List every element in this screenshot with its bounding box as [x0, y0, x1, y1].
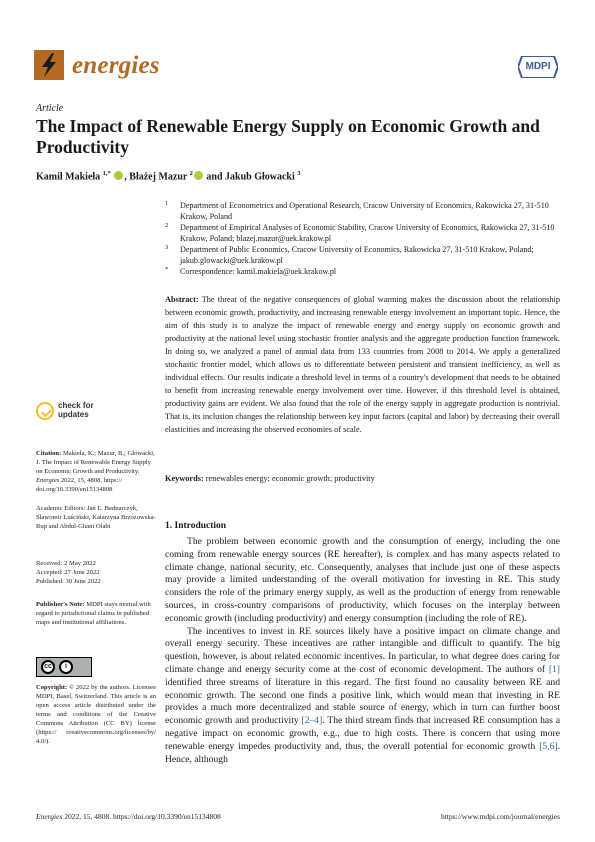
author-separator: and [206, 171, 223, 183]
affiliation-text: Correspondence: kamil.makiela@uek.krakow.pl [180, 267, 337, 276]
keywords-label: Keywords: [165, 474, 204, 483]
academic-editors [36, 504, 156, 531]
paragraph: The problem between economic growth and the consumption of energy, including the one coming from renewable energy sources (RE hereafter), is complex and has many aspects related to climate change, national security, etc. Consequently, analyses that include just one of these aspects may provide a limited understanding of the overall motivation for investing in RE. This study considers the role of the primary energy supply, as well as the production of energy from renewable sources, in cross-country comparisons of productivity, which focuses on the interplay between economic growth (including productivity) and energy consumption (including the role of RE). [165, 536, 560, 624]
footer-doi[interactable]: 2022, 15, 4808. https://doi.org/10.3390/en15134808 [64, 812, 221, 821]
author-affiliation-marker: 2 [189, 170, 193, 177]
footer-journal-url[interactable]: https://www.mdpi.com/journal/energies [441, 812, 560, 821]
affiliation-item [165, 222, 560, 244]
publisher-note-text: MDPI stays neutral with regard to jurisdictional claims in published maps and institutional affiliations. [36, 601, 151, 626]
author-affiliation-marker: 3 [297, 170, 301, 177]
affiliation-marker: 1 [165, 200, 169, 207]
accepted-date: Accepted: 27 June 2022 [36, 569, 100, 576]
author-list [36, 170, 301, 182]
body-text [165, 536, 560, 766]
reference-link[interactable]: [2–4] [301, 715, 323, 727]
keywords-text: renewables energy; economic growth; productivity [205, 474, 375, 483]
affiliation-text: Department of Public Economics, Cracow University of Economics, Rakowicka 27, 31-510 Krakow, Poland; jakub.glowacki@uek.krakow.pl [180, 245, 534, 265]
footer-journal: Energies [36, 812, 63, 821]
received-date: Received: 2 May 2022 [36, 560, 96, 567]
affiliation-marker: 2 [165, 222, 169, 229]
section-heading: 1. Introduction [165, 521, 227, 531]
orcid-icon[interactable] [114, 171, 123, 180]
footer-citation [36, 812, 221, 821]
author-affiliation-marker: 1,* [102, 170, 111, 177]
paragraph-text: . The third stream finds that increased RE consumption has a negative impact on economic growth, e.g., due to high costs. There is concern that using more renewable energy impedes productivity and, thus, the overall potential for economic growth [165, 715, 560, 752]
reference-link[interactable]: [1] [548, 663, 560, 675]
affiliation-item [165, 200, 560, 222]
paragraph-text: identified three streams of literature in this regard. The first found no causality between RE and economic growth. The second one finds a positive link, which would mean that investing in RE provides a much more decentralized and stable source of energy, which in turn can further boost economic growth and productivity [165, 676, 560, 727]
paragraph-text: The incentives to invest in RE sources likely have a positive impact on climate change and overall energy security. These incentives are rather intangible and difficult to quantify. The big question, however, is about related economic incentives. In particular, to what degree does caring for climate change and energy security come at the cost of economic development. The authors of [165, 625, 560, 675]
editors-label: Academic Editors: [36, 505, 86, 512]
check-updates-line1: check for [58, 401, 94, 410]
published-date: Published: 30 June 2022 [36, 578, 101, 585]
affiliation-item [165, 244, 560, 266]
check-icon [36, 402, 54, 420]
affiliation-marker: 3 [165, 244, 169, 251]
keywords [165, 473, 560, 485]
affiliation-item [165, 266, 560, 277]
author-name[interactable]: Jakub Głowacki [225, 171, 295, 183]
abstract [165, 293, 560, 436]
attribution-icon: i [59, 660, 73, 674]
copyright-label: Copyright: [36, 684, 68, 691]
publisher-note [36, 600, 156, 627]
journal-name[interactable]: energies [72, 52, 160, 79]
citation-text: Makieła, K.; Mazur, B.; Głowacki, J. The Impact of Renewable Energy Supply on Economic Growth and Productivity. [36, 450, 155, 475]
affiliations [165, 200, 560, 277]
check-updates-line2: updates [58, 409, 89, 419]
reference-link[interactable]: [5,6] [539, 740, 558, 752]
journal-logo [34, 50, 64, 80]
publisher-note-label: Publisher's Note: [36, 601, 85, 608]
mdpi-logo[interactable] [518, 56, 558, 78]
affiliation-text: Department of Econometrics and Operational Research, Cracow University of Economics, Rakowicka 27, 31-510 Krakow, Poland [180, 201, 549, 221]
author-separator: , [124, 171, 127, 183]
editors-text: Jan L. Bednarczyk, Sławomir Luściński, Katarzyna Brzozowska-Rup and Abdul-Ghani Olabi [36, 505, 156, 530]
cc-icon: cc [41, 660, 55, 674]
check-for-updates-badge[interactable] [36, 402, 156, 426]
author-name[interactable]: Kamil Makieła [36, 171, 101, 183]
check-for-updates-label [58, 402, 94, 419]
citation-block [36, 449, 156, 494]
article-title: The Impact of Renewable Energy Supply on Economic Growth and Productivity [36, 116, 540, 157]
abstract-label: Abstract: [165, 295, 199, 304]
paragraph-text: . Hence, although [165, 740, 560, 765]
article-type: Article [36, 103, 64, 114]
affiliation-text: Department of Empirical Analyses of Economic Stability, Cracow University of Economics, Rakowicka 27, 31-510 Krakow, Poland; blazej.mazur@uek.krakow.pl [180, 223, 555, 243]
copyright-notice [36, 683, 156, 746]
author-name[interactable]: Błażej Mazur [129, 171, 188, 183]
cc-by-license-badge[interactable] [36, 657, 92, 677]
citation-journal: Energies [36, 477, 60, 484]
mdpi-logo-text: MDPI [525, 61, 551, 72]
paragraph [165, 626, 560, 767]
citation-label: Citation: [36, 450, 62, 457]
abstract-text: The threat of the negative consequences of global warming makes the discussion about the relationship between economic growth, productivity, and increasing renewable energy involvement an important topic. Hence, the aim of this study is to analyze the impact of renewable energy and energy supply on economic growth and productivity at the national level using stochastic frontier analysis and the aggregate production function framework. In doing so, we analyzed a panel of annual data from 133 countries from 2008 to 2014. We apply a generalized stochastic frontier model, which allows us to differentiate between persistent and transient inefficiency, as well as individual effects. Our results indicate a threshold level in terms of a country's development that needs to be obtained to benefit from increasing renewable energy involvement over time. However, if this threshold level is obtained, productivity gains are evident. We also found that the role of the energy supply in aggregate production is nontrivial. That is, its inclusion changes the relationship between key input factors (capital and labor) by decreasing their overall elasticities and increasing the observed economies of scale. [165, 295, 560, 434]
affiliation-marker: * [165, 266, 169, 273]
copyright-text: © 2022 by the authors. Licensee MDPI, Basel, Switzerland. This article is an open access article distributed under the terms and conditions of the Creative Commons Attribution (CC BY) license (https:// creativecommons.org/licenses/by/ 4.0/). [36, 684, 156, 745]
orcid-icon[interactable] [194, 171, 203, 180]
citation-link[interactable]: 2022, 15, 4808. https:// doi.org/10.3390/en15134808 [36, 477, 123, 493]
publication-dates [36, 559, 156, 586]
